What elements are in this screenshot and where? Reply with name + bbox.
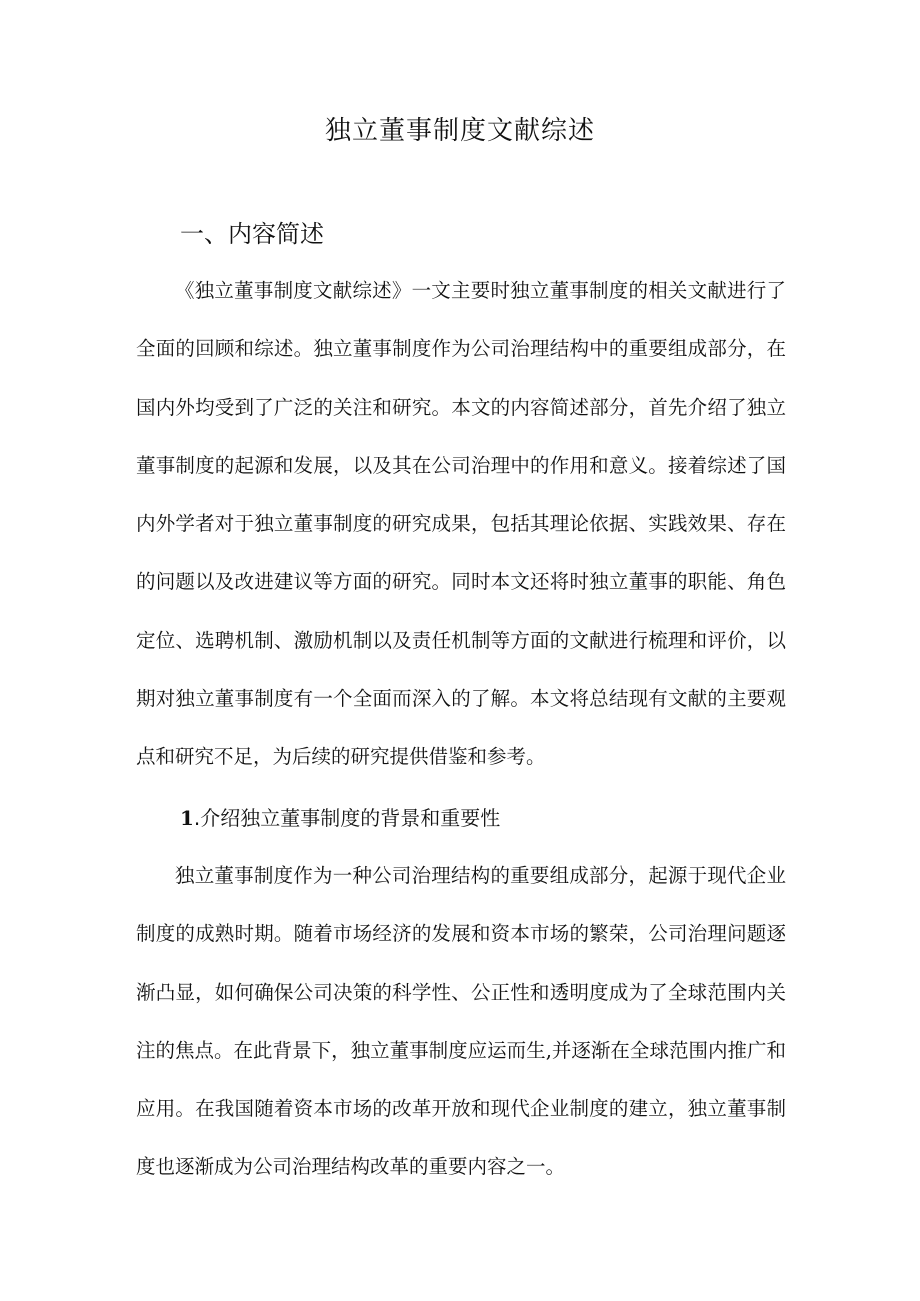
document-title: 独立董事制度文献综述 — [324, 116, 595, 146]
overview-paragraph: 《独立董事制度文献综述》一文主要时独立董事制度的相关文献进行了全面的回顾和综述。独立董事制度作为公司治理结构中的重要组成部分，在国内外均受到了广泛的关注和研究。本文的内容简述部分，首先介绍了独立董事制度的起源和发展，以及其在公司治理中的作用和意义。接着综述了国内外学者对于独立董事制度的研究成果，包括其理论依据、实践效果、存在的问题以及改进建议等方面的研究。同时本文还将时独立董事的职能、角色定位、选聘机制、激励机制以及责任机制等方面的文献进行梳理和评价，以期对独立董事制度有一个全面而深入的了解。本文将总结现有文献的主要观点和研究不足，为后续的研究提供借鉴和参考。 — [136, 279, 786, 769]
section-heading-background — [180, 798, 500, 838]
heading-number: 1 — [180, 806, 194, 830]
section-heading-overview: 一、内容简述 — [180, 220, 324, 248]
background-paragraph: 独立董事制度作为一种公司治理结构的重要组成部分，起源于现代企业制度的成熟时期。随着市场经济的发展和资本市场的繁荣，公司治理问题逐渐凸显，如何确保公司决策的科学性、公正性和透明度成为了全球范围内关注的焦点。在此背景下，独立董事制度应运而生,并逐渐在全球范围内推广和应用。在我国随着资本市场的改革开放和现代企业制度的建立，独立董事制度也逐渐成为公司治理结构改革的重要内容之一。 — [136, 864, 786, 1179]
heading-text: .介绍独立董事制度的背景和重要性 — [193, 806, 501, 830]
